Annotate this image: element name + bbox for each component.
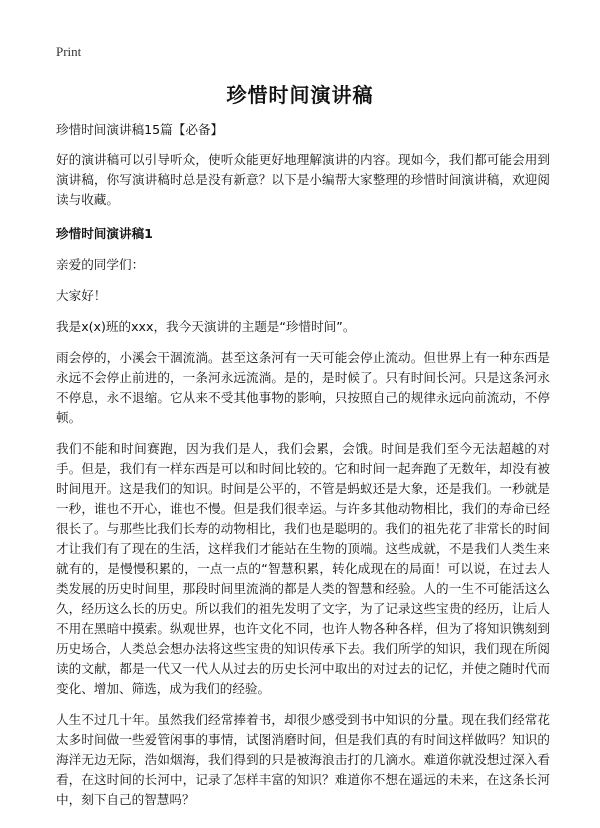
self-intro: 我是x(x)班的xxx，我今天演讲的主题是“珍惜时间”。 xyxy=(56,319,356,334)
section-heading: 珍惜时间演讲稿1 xyxy=(56,226,153,241)
document-subtitle: 珍惜时间演讲稿15篇【必备】 xyxy=(56,122,224,137)
body-paragraph: 我们不能和时间赛跑，因为我们是人，我们会累，会饿。时间是我们至今无法超越的对手。但是，我们有一样东西是可以和时间比较的。它和时间一起奔跑了无数年，却没有被时间甩开。这是我们的知识。时间是公平的，不管是蚂蚁还是大象，还是我们。一秒就是一秒，谁也不开心，谁也不慢。但是我们很幸运。与许多其他动物相比，我们的寿命已经很长了。与那些比我们长寿的动物相比，我们也是聪明的。我们的祖先花了非常长的时间才让我们有了现在的生活，这样我们才能站在生物的顶端。这些成就，不是我们人类生来就有的，是慢慢积累的，一点一点的“智慧积累，转化成现在的局面！可以说，在过去人类发展的历史时间里，那段时间里流淌的都是人类的智慧和经验。人的一生不可能活这么久，经历这么长的历史。所以我们的祖先发明了文字，为了记录这些宝贵的经历，让后人不用在黑暗中摸索。纵观世界，也许文化不同，也许人物各种各样，但为了将知识镌刻到历史场合，人类总会想办法将这些宝贵的知识传承下去。我们所学的知识，我们现在所阅读的文献，都是一代又一代人从过去的历史长河中取出的对过去的记忆，并使之随时代而变化、增加、筛选，成为我们的经验。 xyxy=(56,441,550,696)
body-paragraph: 人生不过几十年。虽然我们经常捧着书，却很少感受到书中知识的分量。现在我们经常花太多时间做一些爱管闲事的事情，试图消磨时间，但是我们真的有时间这样做吗？知识的海洋无边无际，浩如烟海，我们得到的只是被海浪击打的几滴水。难道你就没想过深入看看，在这时间的长河中，记录了怎样丰富的知识？难道你不想在遥远的未来，在这条长河中，刻下自己的智慧吗？ xyxy=(56,712,550,807)
hello-line: 大家好！ xyxy=(56,288,107,303)
greeting: 亲爱的同学们： xyxy=(56,257,145,272)
intro-paragraph: 好的演讲稿可以引导听众，使听众能更好地理解演讲的内容。现如今，我们都可能会用到演讲稿，你写演讲稿时总是没有新意？以下是小编帮大家整理的珍惜时间演讲稿，欢迎阅读与收藏。 xyxy=(56,152,550,207)
body-paragraph: 雨会停的，小溪会干涸流淌。甚至这条河有一天可能会停止流动。但世界上有一种东西是永远不会停止前进的，一条河永远流淌。是的，是时候了。只有时间长河。只是这条河永不停息，永不退缩。它从来不受其他事物的影响，只按照自己的规律永远向前流动，不停顿。 xyxy=(56,350,550,425)
document-title: 珍惜时间演讲稿 xyxy=(226,83,374,107)
print-label: Print xyxy=(56,44,82,59)
document-body xyxy=(56,120,550,821)
